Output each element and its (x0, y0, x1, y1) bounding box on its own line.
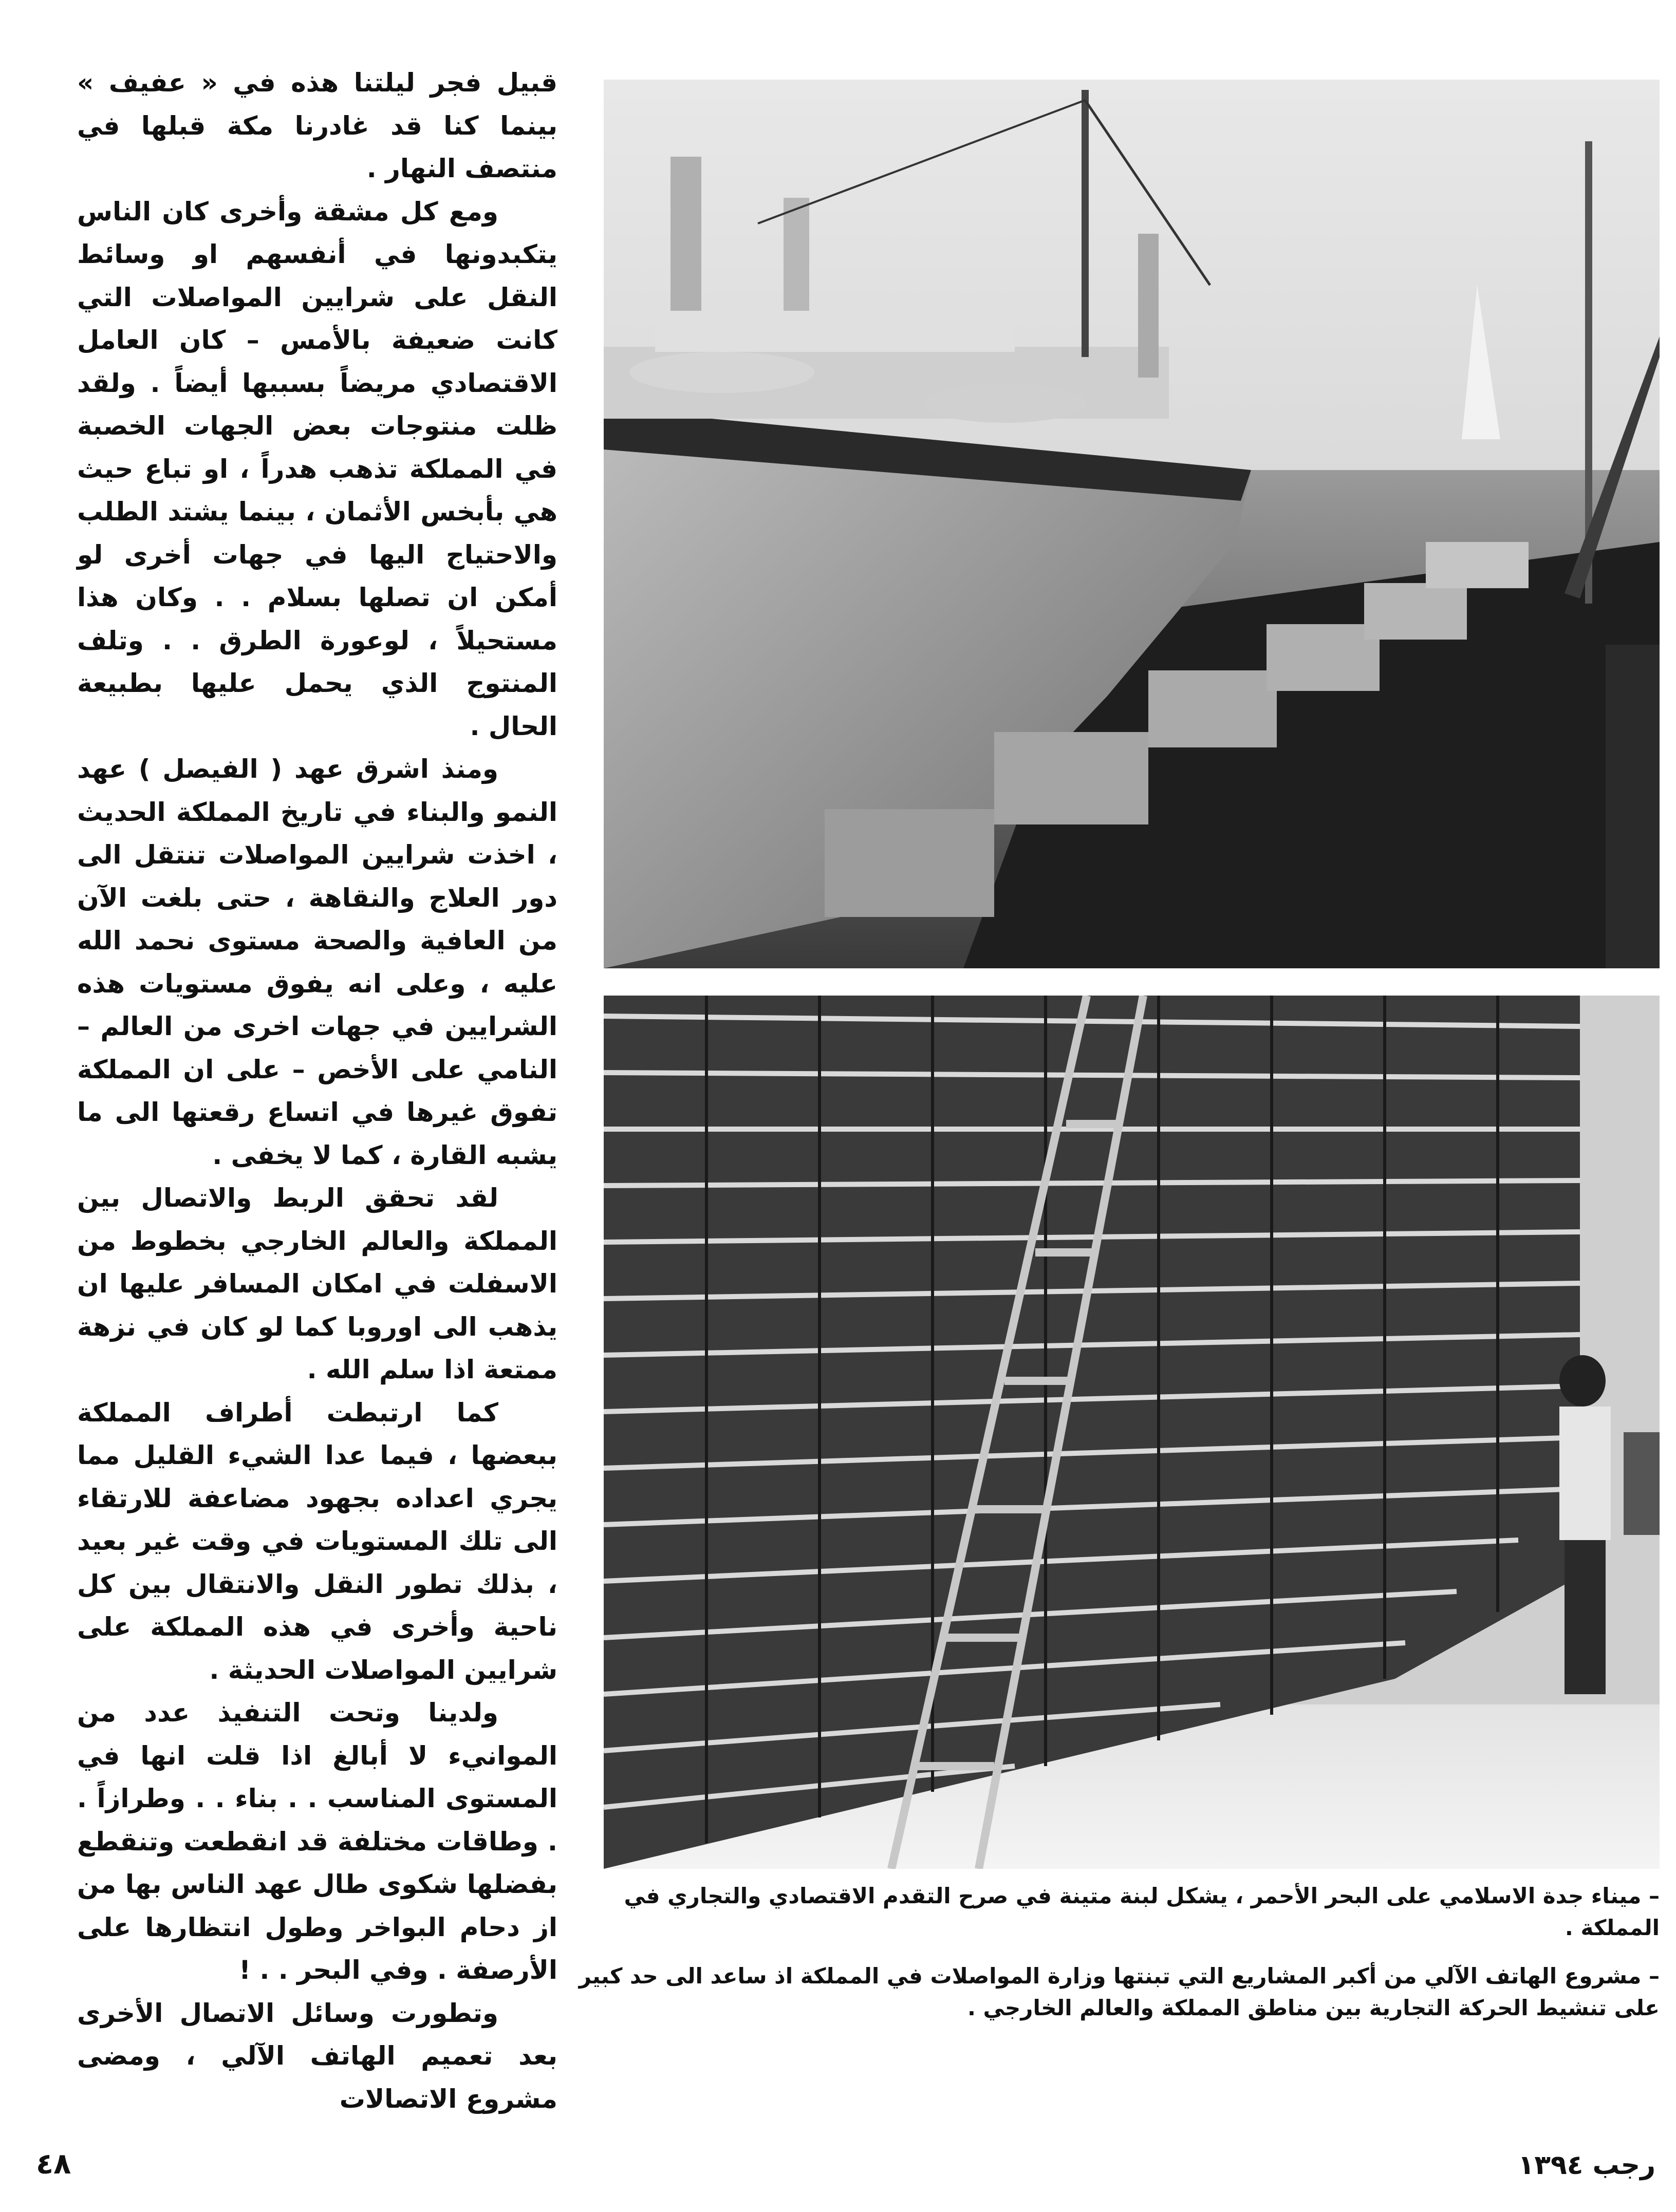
paragraph: ومنذ اشرق عهد ( الفيصل ) عهد النمو والبناء في تاريخ المملكة الحديث ، اخذت شرايين المواصلات تنتقل الى دور العلاج والنقاهة ، حتى بلغت الآن من العافية والصحة مستوى نحمد الله عليه ، وعلى انه يفوق مستويات هذه الشرايين في جهات اخرى من العالم – النامي على الأخص – على ان المملكة تفوق غيرها في اتساع رقعتها الى ما يشبه القارة ، كما لا يخفى . (77, 754, 557, 1170)
telephone-exchange-graphic (604, 996, 1660, 1869)
caption-port: – ميناء جدة الاسلامي على البحر الأحمر ، يشكل لبنة متينة في صرح التقدم الاقتصادي والتجاري في المملكة . (624, 1883, 1660, 1940)
page-number: ٤٨ (36, 2147, 71, 2181)
port-photo (604, 80, 1660, 968)
article-body (77, 62, 557, 2114)
paragraph: قبيل فجر ليلتنا هذه في « عفيف » بينما كنا قد غادرنا مكة قبلها في منتصف النهار . (77, 68, 557, 183)
issue-date: رجب ١٣٩٤ (1518, 2150, 1655, 2181)
paragraph: كما ارتبطت أطراف المملكة ببعضها ، فيما عدا الشيء القليل مما يجري اعداده بجهود مضاعفة للارتقاء الى تلك المستويات في وقت غير بعيد ، بذلك تطور النقل والانتقال بين كل ناحية وأخرى في هذه المملكة على شرايين المواصلات الحديثة . (77, 1397, 557, 1685)
caption-telephone: – مشروع الهاتف الآلي من أكبر المشاريع التي تبنتها وزارة المواصلات في المملكة اذ ساعد الى حد كبير على تنشيط الحركة التجارية بين مناطق المملكة والعالم الخارجي . (579, 1963, 1660, 2020)
port-photo-graphic (604, 80, 1660, 968)
paragraph: ومع كل مشقة وأخرى كان الناس يتكبدونها في أنفسهم او وسائط النقل على شرايين المواصلات التي كانت ضعيفة بالأمس – كان العامل الاقتصادي مريضاً بسببها أيضاً . ولقد ظلت منتوجات بعض الجهات الخصبة في المملكة تذهب هدراً ، او تباع حيث هي بأبخس الأثمان ، بينما يشتد الطلب والاحتياج اليها في جهات أخرى لو أمكن ان تصلها بسلام . . وكان هذا مستحيلاً ، لوعورة الطرق . . وتلف المنتوج الذي يحمل عليها بطبيعة الحال . (77, 196, 557, 741)
telephone-exchange-photo (604, 996, 1660, 1869)
paragraph: وتطورت وسائل الاتصال الأخرى بعد تعميم الهاتف الآلي ، ومضى مشروع الاتصالات (77, 1998, 557, 2114)
photo-captions (570, 1880, 1660, 2040)
paragraph: ولدينا وتحت التنفيذ عدد من الموانيء لا أبالغ اذا قلت انها في المستوى المناسب . . بناء . . وطرازاً . . وطاقات مختلفة قد انقطعت وتنقطع بفضلها شكوى طال عهد الناس بها من از دحام البواخر وطول انتظارها على الأرصفة . وفي البحر . . ! (77, 1698, 557, 1985)
paragraph: لقد تحقق الربط والاتصال بين المملكة والعالم الخارجي بخطوط من الاسفلت في امكان المسافر عليها ان يذهب الى اوروبا كما لو كان في نزهة ممتعة اذا سلم الله . (77, 1183, 557, 1384)
